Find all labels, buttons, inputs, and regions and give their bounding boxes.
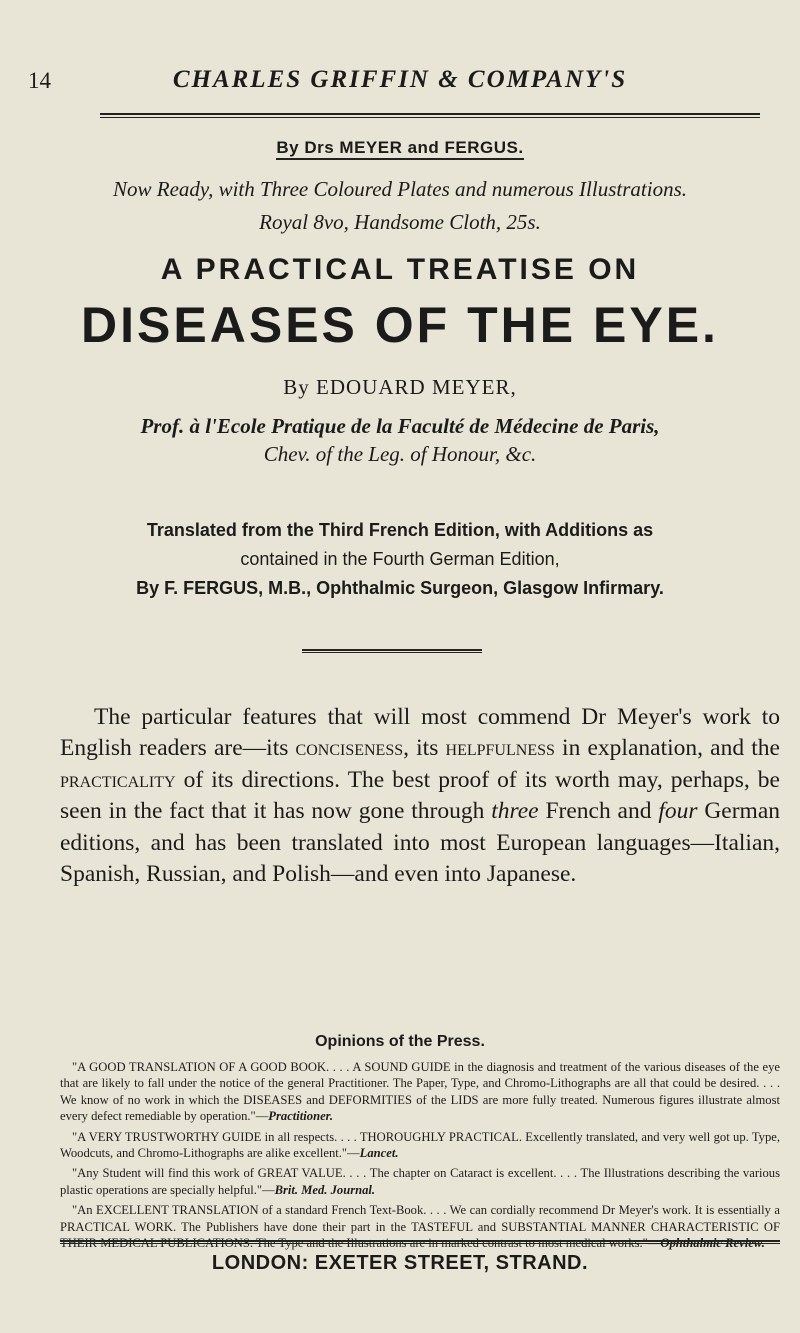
review-lancet: "A VERY TRUSTWORTHY GUIDE in all respects. . . . THOROUGHLY PRACTICAL. Excellently translated, and very well got up. Type, Woodcuts, and Chromo-Lithographs are alike excellent."—Lancet. xyxy=(60,1129,780,1161)
authors-line-text: By Drs MEYER and FERGUS. xyxy=(276,138,523,160)
author-role-1: Prof. à l'Ecole Pratique de la Faculté de Médecine de Paris, xyxy=(140,414,660,438)
translation-line-2: contained in the Fourth German Edition, xyxy=(240,549,560,569)
binding-line: Royal 8vo, Handsome Cloth, 25s. xyxy=(259,210,541,234)
book-title-small: A PRACTICAL TREATISE ON xyxy=(160,253,640,286)
page-number: 14 xyxy=(28,68,51,93)
author-role-2: Chev. of the Leg. of Honour, &c. xyxy=(263,442,537,466)
footer-rule xyxy=(60,1240,780,1244)
running-title: CHARLES GRIFFIN & COMPANY'S xyxy=(172,66,628,93)
review-practitioner: "A GOOD TRANSLATION OF A GOOD BOOK. . . . A SOUND GUIDE in the diagnosis and treatment of the various diseases of the eye that are likely to fall under the notice of the general Practitioner. The Paper, Type, and Chromo-Lithographs are all that could be desired. . . . We know of no work in which the DISEASES and DEFORMITIES of the LIDS are more fully treated. Numerous figures illustrate almost every defect remediable by operation."—Practitioner. xyxy=(60,1060,780,1124)
authors-line xyxy=(0,138,800,158)
press-heading: Opinions of the Press. xyxy=(315,1033,485,1050)
section-rule xyxy=(302,649,482,653)
running-head xyxy=(20,60,780,100)
book-title-large: DISEASES OF THE EYE. xyxy=(81,297,719,353)
publisher-address: LONDON: EXETER STREET, STRAND. xyxy=(211,1252,589,1274)
intro-paragraph: The particular features that will most commend Dr Meyer's work to English readers are—its conciseness, its helpfulness in explanation, and the practicality of its directions. The best proof of its worth may, perhaps, be seen in the fact that it has now gone through three French and four German editions, and has been translated into most European languages—Italian, Spanish, Russian, and Polish—and even into Japanese. xyxy=(60,703,781,887)
header-rule xyxy=(100,113,760,118)
review-brit-med-journal: "Any Student will find this work of GREAT VALUE. . . . The chapter on Cataract is excellent. . . . The Illustrations describing the various plastic operations are specially helpful."—Brit. Med. Journal. xyxy=(60,1166,780,1197)
review-ophthalmic-review: "An EXCELLENT TRANSLATION of a standard French Text-Book. . . . We can cordially recommend Dr Meyer's work. It is essentially a PRACTICAL WORK. The Publishers have done their part in the TASTEFUL and SUBSTANTIAL MANNER CHARACTERISTIC OF THEIR MEDICAL PUBLICATIONS. The Type and the Illustrations are in marked contrast to most medical works."—Ophthalmic Review. xyxy=(60,1203,780,1251)
translation-line-1: Translated from the Third French Edition, with Additions as xyxy=(146,520,654,540)
translation-line-3: By F. FERGUS, M.B., Ophthalmic Surgeon, Glasgow Infirmary. xyxy=(136,578,664,598)
author-name: By EDOUARD MEYER, xyxy=(283,375,517,399)
press-reviews xyxy=(60,1059,780,1255)
edition-line: Now Ready, with Three Coloured Plates and numerous Illustrations. xyxy=(113,177,687,201)
